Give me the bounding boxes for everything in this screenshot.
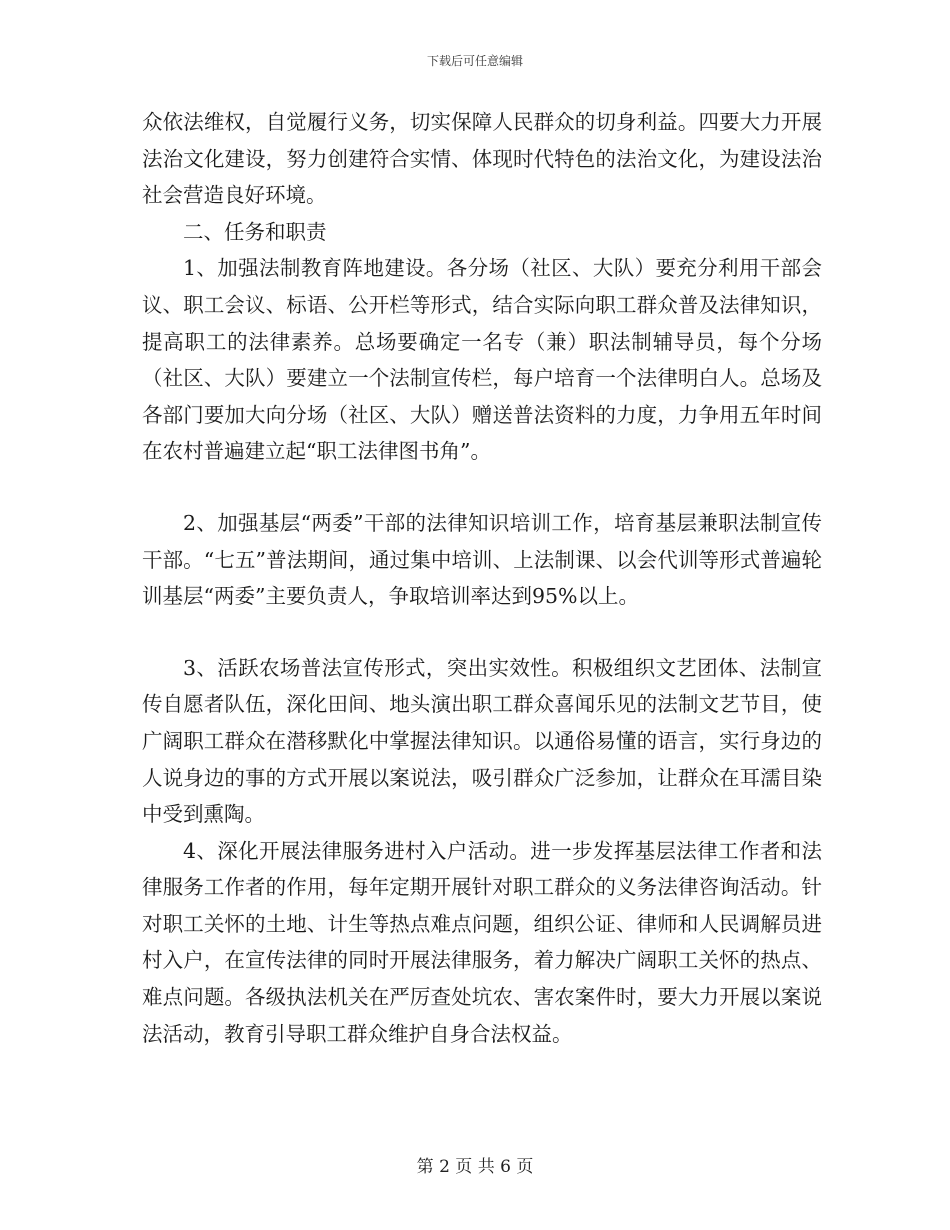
section-heading: 二、任务和职责 xyxy=(183,219,327,244)
task-item-3: 3、活跃农场普法宣传形式，突出实效性。积极组织文艺团体、法制宣传自愿者队伍，深化田间、地头演出职工群众喜闻乐见的法制文艺节目，使广阔职工群众在潜移默化中掌握法律知识。以通俗易懂的语言，实行身边的人说身边的事的方式开展以案说法，吸引群众广泛参加，让群众在耳濡目染中受到熏陶。 xyxy=(142,655,822,827)
intro-paragraph: 众依法维权，自觉履行义务，切实保障人民群众的切身利益。四要大力开展法治文化建设，努力创建符合实情、体现时代特色的法治文化，为建设法治社会营造良好环境。 xyxy=(142,110,822,208)
task-item-2: 2、加强基层“两委”干部的法律知识培训工作，培育基层兼职法制宣传干部。“七五”普法期间，通过集中培训、上法制课、以会代训等形式普遍轮训基层“两委”主要负责人，争取培训率达到95%以上。 xyxy=(142,510,822,609)
document-body xyxy=(142,104,822,1052)
task-item-4: 4、深化开展法律服务进村入户活动。进一步发挥基层法律工作者和法律服务工作者的作用，每年定期开展针对职工群众的义务法律咨询活动。针对职工关怀的土地、计生等热点难点问题，组织公证、律师和人民调解员进村入户，在宣传法律的同时开展法律服务，着力解决广阔职工关怀的热点、难点问题。各级执法机关在严厉查处坑农、害农案件时，要大力开展以案说法活动，教育引导职工群众维护自身合法权益。 xyxy=(142,838,822,1046)
page-header-note: 下载后可任意编辑 xyxy=(426,54,523,68)
task-item-1: 1、加强法制教育阵地建设。各分场（社区、大队）要充分利用干部会议、职工会议、标语、公开栏等形式，结合实际向职工群众普及法律知识，提高职工的法律素养。总场要确定一名专（兼）职法制辅导员，每个分场（社区、大队）要建立一个法制宣传栏，每户培育一个法律明白人。总场及各部门要加大向分场（社区、大队）赠送普法资料的力度，力争用五年时间在农村普遍建立起“职工法律图书角”。 xyxy=(142,256,822,464)
page-number-footer: 第 2 页 共 6 页 xyxy=(416,1157,534,1177)
